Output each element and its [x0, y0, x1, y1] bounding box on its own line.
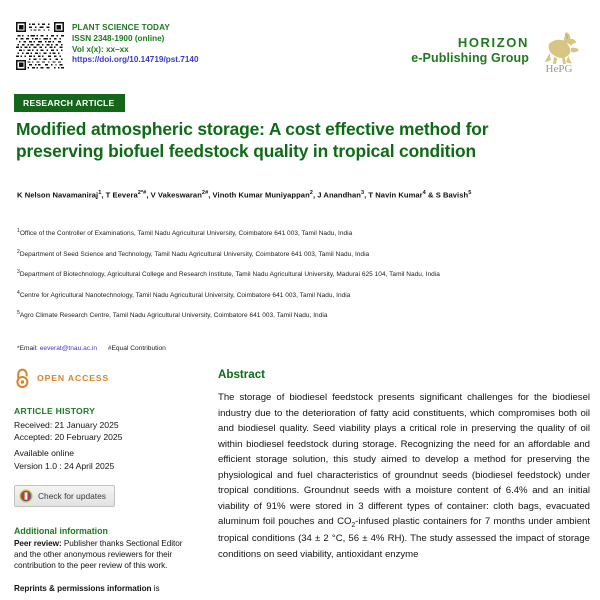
hepg-label: HePG — [545, 63, 573, 74]
abstract-text: The storage of biodiesel feedstock presents significant challenges for the biodiesel industry due to the deterioration of fatty acid constituents, which compromises both oil and biodiesel quality. Seed viability plays a critical role in preserving the quality of oil within biodiesel feedstock during storage. Recognizing the need for an affordable and efficient storage solution, this study aimed to develop a method for preserving the physiological and fuel characteristics of groundnut seeds (biodiesel feedstock) under tropical conditions. Groundnut seeds with a moisture content of 6.4% and an initial viability of 91% were stored in 3 different types of container: cloth bags, evacuated aluminum foil pouches and $CO_2$-infused plastic containers for 7 months under ambient tropical conditions (34 ± 2 °C, 56 ± 4% RH). The study assessed the impact of storage conditions on seed viability, antioxidant enzyme — [218, 392, 591, 561]
peer-review-text: Publisher thanks Sectional Editor and the other anonymous reviewers for their contribution to the peer review of this work. — [14, 538, 183, 571]
open-access-badge — [14, 368, 198, 388]
affiliation-list — [17, 228, 592, 331]
check-for-updates-label: Check for updates — [38, 490, 106, 501]
publisher-name: HORIZON — [457, 35, 529, 51]
email-link[interactable]: eeverat@tnau.ac.in — [39, 345, 98, 352]
crossmark-icon — [19, 489, 33, 503]
history-accepted: Accepted: 20 February 2025 — [14, 432, 123, 443]
additional-info-heading: Additional information — [14, 525, 108, 536]
abstract-heading: Abstract — [218, 368, 266, 381]
peer-review-note — [14, 538, 198, 572]
hepg-logo — [536, 28, 582, 74]
journal-doi-link[interactable]: https://doi.org/10.14719/pst.7140 — [72, 55, 199, 65]
affiliation-item: $^3$Department of Biotechnology, Agricultural College and Research Institute, Tamil Nadu Agricultural University, Madurai 625 104, Tamil Nadu, India — [17, 269, 440, 279]
journal-name: PLANT SCIENCE TODAY — [72, 23, 170, 32]
email-label: *Email: — [17, 345, 38, 352]
check-for-updates-button[interactable] — [14, 485, 115, 507]
affiliation-item: $^1$Office of the Controller of Examinations, Tamil Nadu Agricultural University, Coimbatore 641 003, Tamil Nadu, India — [17, 228, 353, 238]
journal-identity-block — [16, 22, 199, 70]
equal-contribution-note: #Equal Contribution — [107, 345, 166, 352]
peer-review-label: Peer review: — [14, 538, 62, 548]
history-version: Version 1.0 : 24 April 2025 — [14, 460, 115, 471]
qr-code-icon[interactable] — [16, 22, 64, 70]
correspondence-line — [17, 345, 166, 352]
winged-lion-icon — [536, 28, 582, 74]
journal-issn: ISSN 2348-1900 (online) — [72, 33, 165, 43]
reprints-label: Reprints & permissions information — [14, 583, 152, 593]
article-type-badge: RESEARCH ARTICLE — [14, 94, 125, 112]
open-access-label: OPEN ACCESS — [37, 373, 110, 383]
article-history-heading: ARTICLE HISTORY — [14, 406, 96, 416]
page-header — [0, 0, 600, 88]
page-title: Modified atmospheric storage: A cost effective method for preserving biofuel feedstock quality in tropical condition — [16, 119, 489, 162]
reprints-note — [14, 583, 198, 594]
history-available-online: Available online — [14, 448, 75, 459]
publisher-logo-block — [411, 28, 582, 74]
journal-volume: Vol x(x): xx–xx — [72, 44, 129, 54]
sidebar — [14, 368, 198, 594]
publisher-subtitle: e-Publishing Group — [411, 51, 529, 66]
affiliation-item: $^5$Agro Climate Research Centre, Tamil Nadu Agricultural University, Coimbatore 641 003, Tamil Nadu, India — [17, 310, 328, 320]
affiliation-item: $^2$Department of Seed Science and Technology, Tamil Nadu Agricultural University, Coimbatore 641 003, Tamil Nadu, India — [17, 248, 370, 258]
author-list: K Nelson Navamaniraj$^1$, T Eevera$^{2*\#}$, V Vakeswaran$^{2\#}$, Vinoth Kumar Muniyappan$^2$, J Anandhan$^3$, T Navin Kumar$^4$ & S Bavish$^5$ — [17, 190, 472, 200]
history-received: Received: 21 January 2025 — [14, 420, 119, 430]
reprints-text: is — [151, 583, 160, 593]
open-access-lock-icon — [14, 368, 31, 388]
abstract-section — [218, 368, 590, 563]
affiliation-item: $^4$Centre for Agricultural Nanotechnology, Tamil Nadu Agricultural University, Coimbatore 641 003, Tamil Nadu, India — [17, 289, 351, 299]
